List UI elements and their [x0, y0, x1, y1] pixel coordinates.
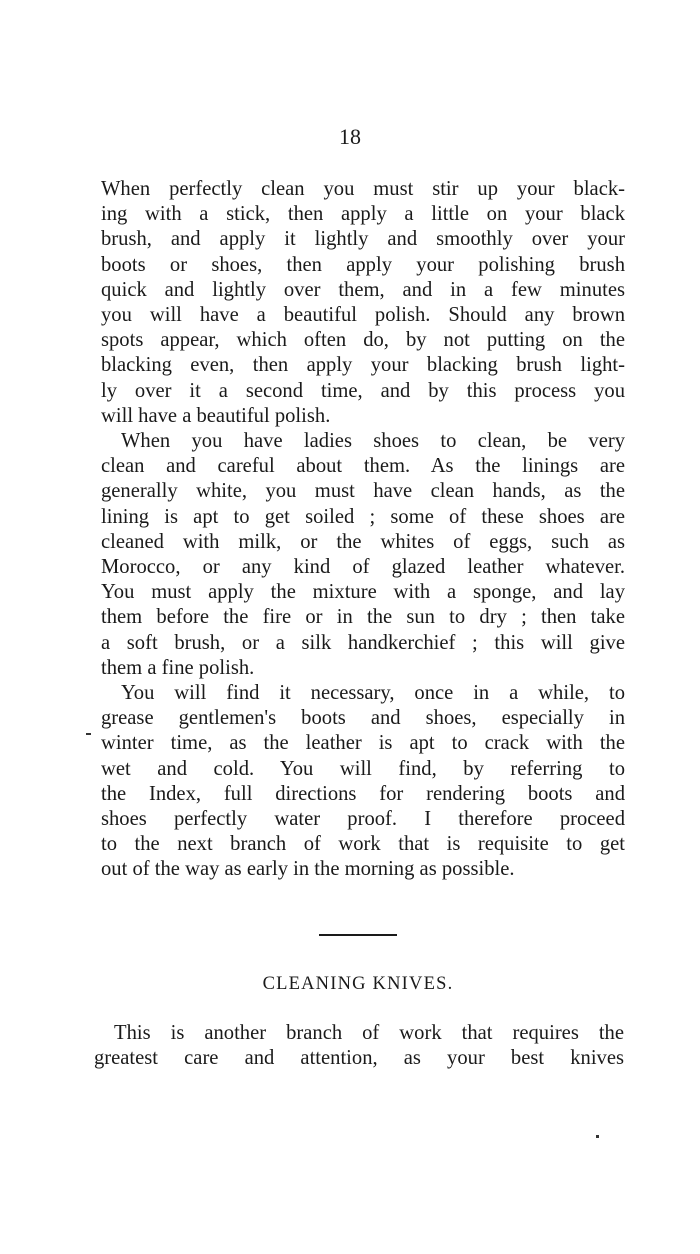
text-line: wet and cold. You will find, by referring to — [101, 757, 625, 780]
ink-speck — [596, 1135, 599, 1138]
text-line: the Index, full directions for rendering boots and — [101, 782, 625, 805]
text-line: spots appear, which often do, by not putting on the — [101, 329, 625, 352]
text-line: ly over it a second time, and by this process you — [101, 379, 625, 402]
text-line: them before the fire or in the sun to dry ; then take — [101, 606, 625, 629]
text-line: winter time, as the leather is apt to crack with the — [101, 732, 625, 755]
ink-speck — [86, 733, 91, 735]
text-line: You will find it necessary, once in a while, to — [121, 682, 625, 705]
text-line: brush, and apply it lightly and smoothly over your — [101, 228, 625, 251]
text-line: You must apply the mixture with a sponge, and lay — [101, 581, 625, 604]
text-line: When perfectly clean you must stir up your black- — [101, 178, 625, 200]
text-line: to the next branch of work that is requisite to get — [101, 833, 625, 856]
text-line: cleaned with milk, or the whites of eggs, such as — [101, 530, 625, 553]
text-line: lining is apt to get soiled ; some of these shoes are — [101, 505, 625, 528]
text-line: a soft brush, or a silk handkerchief ; this will give — [101, 631, 625, 654]
text-line: blacking even, then apply your blacking brush light- — [101, 354, 625, 377]
text-line: boots or shoes, then apply your polishing brush — [101, 253, 625, 276]
text-line: generally white, you must have clean hands, as the — [101, 480, 625, 503]
section-divider — [319, 934, 397, 936]
text-line: When you have ladies shoes to clean, be very — [121, 430, 625, 453]
paragraph — [101, 177, 625, 429]
text-line: This is another branch of work that requires the — [114, 1022, 624, 1044]
body-text — [101, 177, 625, 883]
page-number: 18 — [339, 124, 361, 149]
text-line: quick and lightly over them, and in a few minutes — [101, 278, 625, 301]
text-line: Morocco, or any kind of glazed leather whatever. — [101, 556, 625, 579]
text-line: shoes perfectly water proof. I therefore proceed — [101, 808, 625, 831]
section-heading: CLEANING KNIVES. — [262, 974, 454, 994]
text-line: out of the way as early in the morning as possible. — [101, 858, 515, 881]
text-line: ing with a stick, then apply a little on your black — [101, 203, 625, 226]
text-line: greatest care and attention, as your best knives — [94, 1047, 624, 1070]
section-text — [94, 1021, 624, 1071]
text-line: you will have a beautiful polish. Should any brown — [101, 304, 625, 327]
text-line: clean and careful about them. As the linings are — [101, 455, 625, 478]
text-line: grease gentlemen's boots and shoes, especially in — [101, 707, 625, 730]
paragraph — [101, 681, 625, 883]
paragraph — [101, 429, 625, 681]
text-line: them a fine polish. — [101, 656, 255, 679]
text-line: will have a beautiful polish. — [101, 404, 331, 427]
